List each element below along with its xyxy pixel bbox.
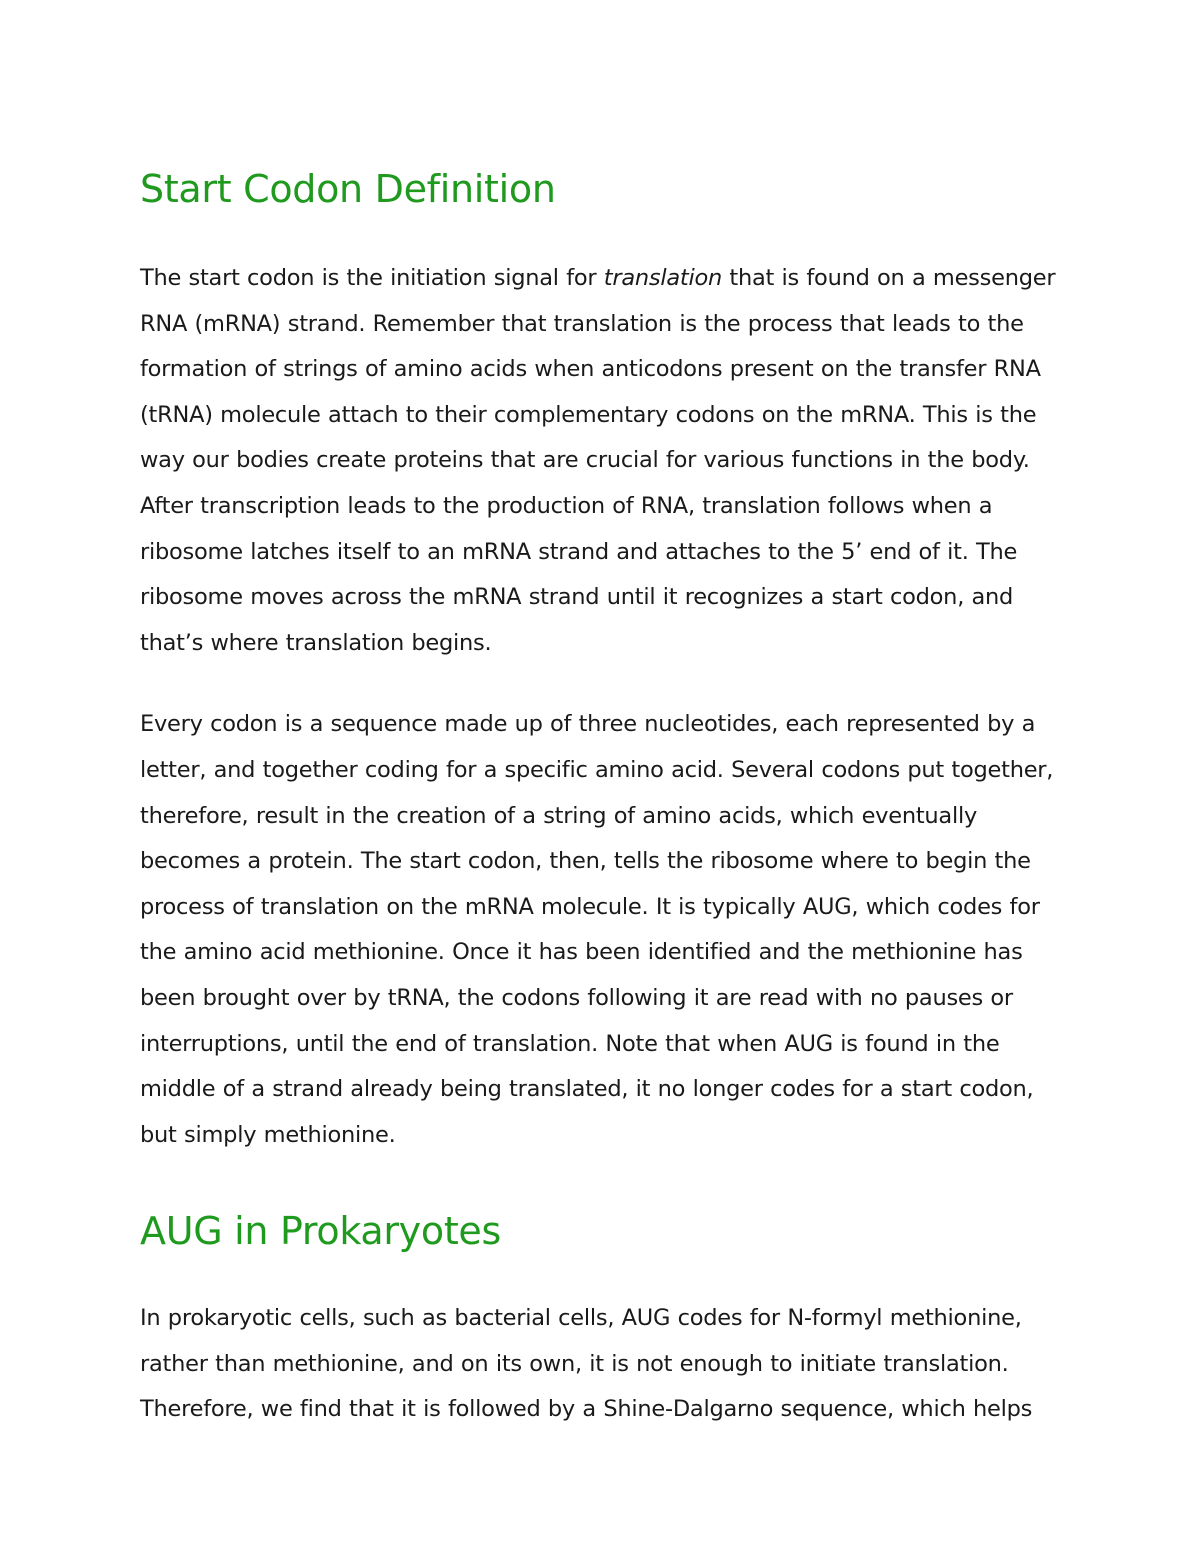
section-heading-aug-in-prokaryotes: AUG in Prokaryotes bbox=[140, 1209, 501, 1254]
section-heading-start-codon-definition: Start Codon Definition bbox=[140, 167, 556, 211]
paragraph-prokaryotes: In prokaryotic cells, such as bacterial cells, AUG codes for N-formyl methionine, rather than methionine, and on its own, it is not enough to initiate translation. Therefore, we find that it is followed by a Shine-Dalgarno sequence, which helps bbox=[140, 1305, 1033, 1423]
emphasized-term-translation: translation bbox=[603, 265, 723, 291]
paragraph-codon-sequence: Every codon is a sequence made up of three nucleotides, each represented by a letter, and together coding for a specific amino acid. Several codons put together, therefore, result in the creation of a string of amino acids, which eventually becomes a protein. The start codon, then, tells the ribosome where to begin the process of translation on the mRNA molecule. It is typically AUG, which codes for the amino acid methionine. Once it has been identified and the methionine has been brought over by tRNA, the codons following it are read with no pauses or interruptions, until the end of translation. Note that when AUG is found in the middle of a strand already being translated, it no longer codes for a start codon, but simply methionine. bbox=[140, 711, 1054, 1148]
document-body bbox=[140, 163, 1070, 1433]
paragraph-start-codon-intro bbox=[140, 256, 1070, 666]
paragraph-text: The start codon is the initiation signal for bbox=[140, 265, 604, 291]
paragraph-text: that is found on a messenger RNA (mRNA) strand. Remember that translation is the process that leads to the formation of strings of amino acids when anticodons present on the transfer RNA (tRNA) molecule attach to their complementary codons on the mRNA. This is the way our bodies create proteins that are crucial for various functions in the body. After transcription leads to the production of RNA, translation follows when a ribosome latches itself to an mRNA strand and attaches to the 5’ end of it. The ribosome moves across the mRNA strand until it recognizes a start codon, and that’s where translation begins. bbox=[140, 265, 1056, 656]
